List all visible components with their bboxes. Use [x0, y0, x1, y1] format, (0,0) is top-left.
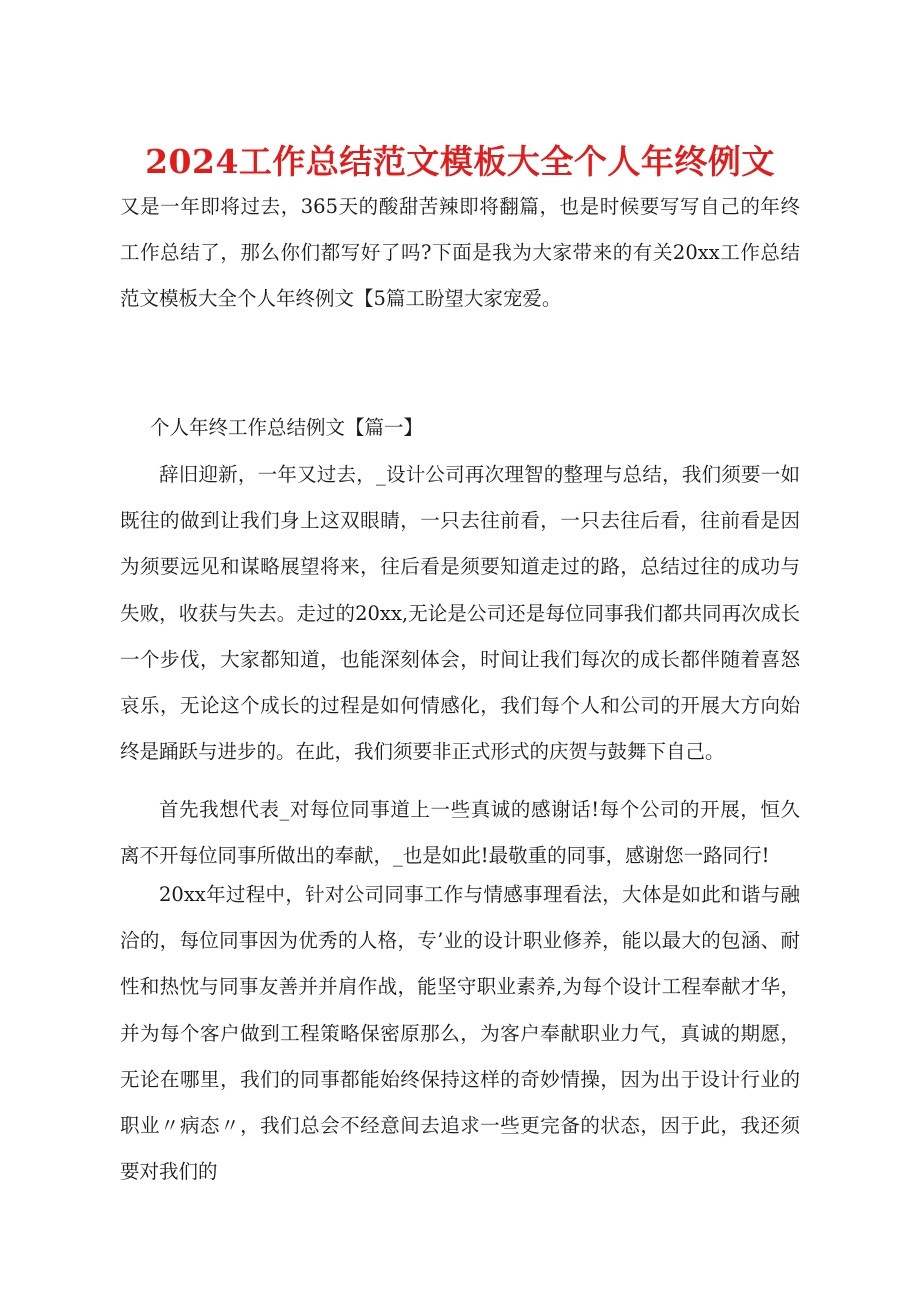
body-paragraph: 20xx年过程中，针对公司同事工作与情感事理看法，大体是如此和谐与融洽的，每位同事因为优秀的人格，专’业的设计职业修养，能以最大的包涵、耐性和热忱与同事友善并并肩作战，能坚守职业素养,为每个设计工程奉献才华，并为每个客户做到工程策略保密原那么，为客户奉献职业力气，真诚的期愿，无论在哪里，我们的同事都能始终保持这样的奇妙情操，因为出于设计行业的职业〃病态〃，我们总会不经意间去追求一些更完备的状态，因于此，我还须要对我们的 — [120, 883, 800, 1184]
document-title: 2024工作总结范文模板大全个人年终例文 — [145, 142, 775, 181]
body-paragraph: 辞旧迎新，一年又过去，_设计公司再次理智的整理与总结，我们须要一如既往的做到让我们身上这双眼睛，一只去往前看，一只去往后看，往前看是因为须要远见和谋略展望将来，往后看是须要知道走过的路，总结过往的成功与失败，收获与失去。走过的20xx,无论是公司还是每位同事我们都共同再次成长一个步伐，大家都知道，也能深刻体会，时间让我们每次的成长都伴随着喜怒哀乐，无论这个成长的过程是如何情感化，我们每个人和公司的开展大方向始终是踊跃与进步的。在此，我们须要非正式形式的庆贺与鼓舞下自己。 — [120, 463, 800, 764]
intro-paragraph: 又是一年即将过去，365天的酸甜苦辣即将翻篇，也是时候要写写自己的年终工作总结了，那么你们都写好了吗?下面是我为大家带来的有关20xx工作总结范文模板大全个人年终例文【5篇工盼望大家宠爱。 — [120, 195, 800, 311]
body-paragraph: 首先我想代表_对每位同事道上一些真诚的感谢话!每个公司的开展，恒久离不开每位同事所做出的奉献，_也是如此!最敬重的同事，感谢您一路同行! — [120, 798, 800, 868]
section-heading: 个人年终工作总结例文【篇一】 — [150, 416, 424, 439]
